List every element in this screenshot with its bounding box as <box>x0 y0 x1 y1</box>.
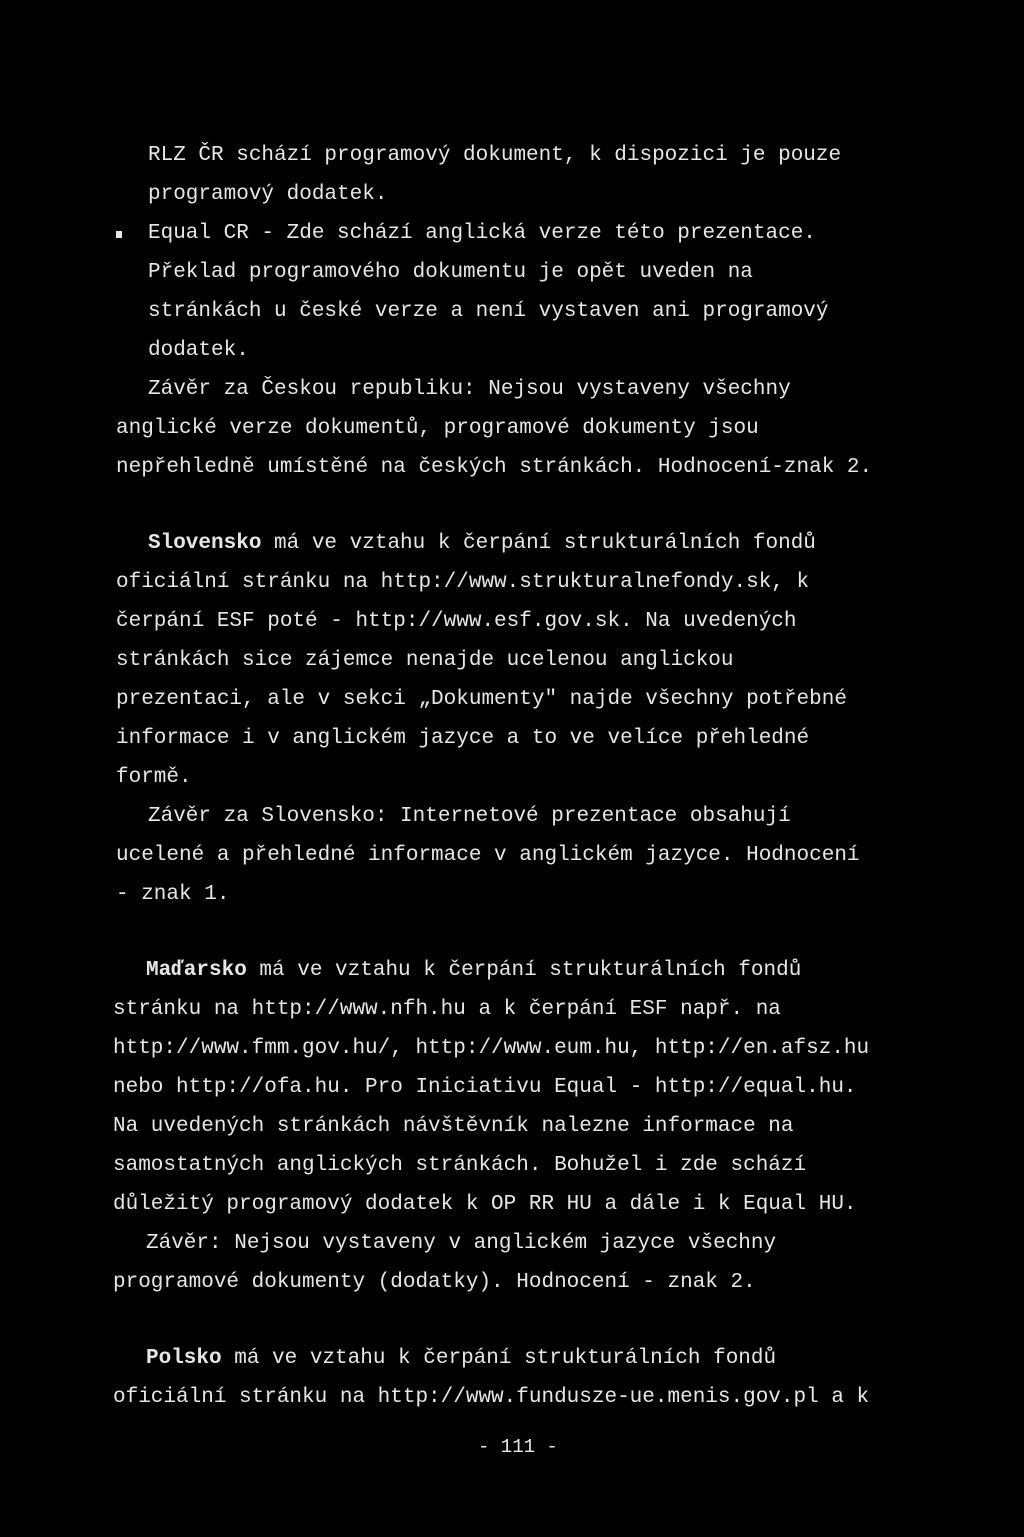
text-line <box>146 958 801 984</box>
text-line: http://www.fmm.gov.hu/, http://www.eum.hu, http://en.afsz.hu <box>113 1037 870 1060</box>
text-line: - znak 1. <box>116 883 230 906</box>
text-line: dodatek. <box>148 339 249 362</box>
text-line: stránkách sice zájemce nenajde ucelenou anglickou <box>116 649 734 672</box>
text-line: ucelené a přehledné informace v anglickém jazyce. Hodnocení <box>116 844 860 867</box>
conclusion-line: Závěr za Českou republiku: Nejsou vystaveny všechny <box>148 378 791 401</box>
text-line: RLZ ČR schází programový dokument, k dispozici je pouze <box>148 144 842 167</box>
text-line: informace i v anglickém jazyce a to ve velíce přehledné <box>116 727 810 750</box>
text-line: prezentaci, ale v sekci „Dokumenty" najde všechny potřebné <box>116 688 847 711</box>
text-line: samostatných anglických stránkách. Bohužel i zde schází <box>113 1154 807 1177</box>
text-line <box>146 1346 776 1372</box>
text-line: stránkách u české verze a není vystaven ani programový <box>148 300 829 323</box>
text-line: oficiální stránku na http://www.fundusze-ue.menis.gov.pl a k <box>113 1386 870 1409</box>
text-line: formě. <box>116 766 192 789</box>
text-line: stránku na http://www.nfh.hu a k čerpání ESF např. na <box>113 998 781 1021</box>
text-line: nepřehledně umístěné na českých stránkách. Hodnocení-znak 2. <box>116 456 873 479</box>
conclusion-line: Závěr: Nejsou vystaveny v anglickém jazyce všechny <box>146 1232 777 1255</box>
country-heading: Slovensko <box>148 532 262 555</box>
text-line: programové dokumenty (dodatky). Hodnocení - znak 2. <box>113 1271 756 1294</box>
text-line: programový dodatek. <box>148 183 388 206</box>
bullet-icon <box>116 231 122 238</box>
text-line: Překlad programového dokumentu je opět uveden na <box>148 261 753 284</box>
country-heading: Maďarsko <box>146 959 247 982</box>
text-span: má ve vztahu k čerpání strukturálních fondů <box>221 1347 777 1370</box>
text-line: Equal CR - Zde schází anglická verze této prezentace. <box>148 222 816 245</box>
text-line <box>148 531 816 557</box>
text-line: Na uvedených stránkách návštěvník nalezne informace na <box>113 1115 794 1138</box>
conclusion-line: Závěr za Slovensko: Internetové prezentace obsahují <box>148 805 791 828</box>
text-line: čerpání ESF poté - http://www.esf.gov.sk. Na uvedených <box>116 610 797 633</box>
page-number: - 111 - <box>478 1436 558 1458</box>
text-line: oficiální stránku na http://www.strukturalnefondy.sk, k <box>116 571 810 594</box>
text-line: důležitý programový dodatek k OP RR HU a dále i k Equal HU. <box>113 1193 857 1216</box>
text-span: má ve vztahu k čerpání strukturálních fondů <box>261 532 816 555</box>
text-line: nebo http://ofa.hu. Pro Iniciativu Equal - http://equal.hu. <box>113 1076 857 1099</box>
country-heading: Polsko <box>146 1347 222 1370</box>
text-span: má ve vztahu k čerpání strukturálních fondů <box>246 959 802 982</box>
text-line: anglické verze dokumentů, programové dokumenty jsou <box>116 417 759 440</box>
